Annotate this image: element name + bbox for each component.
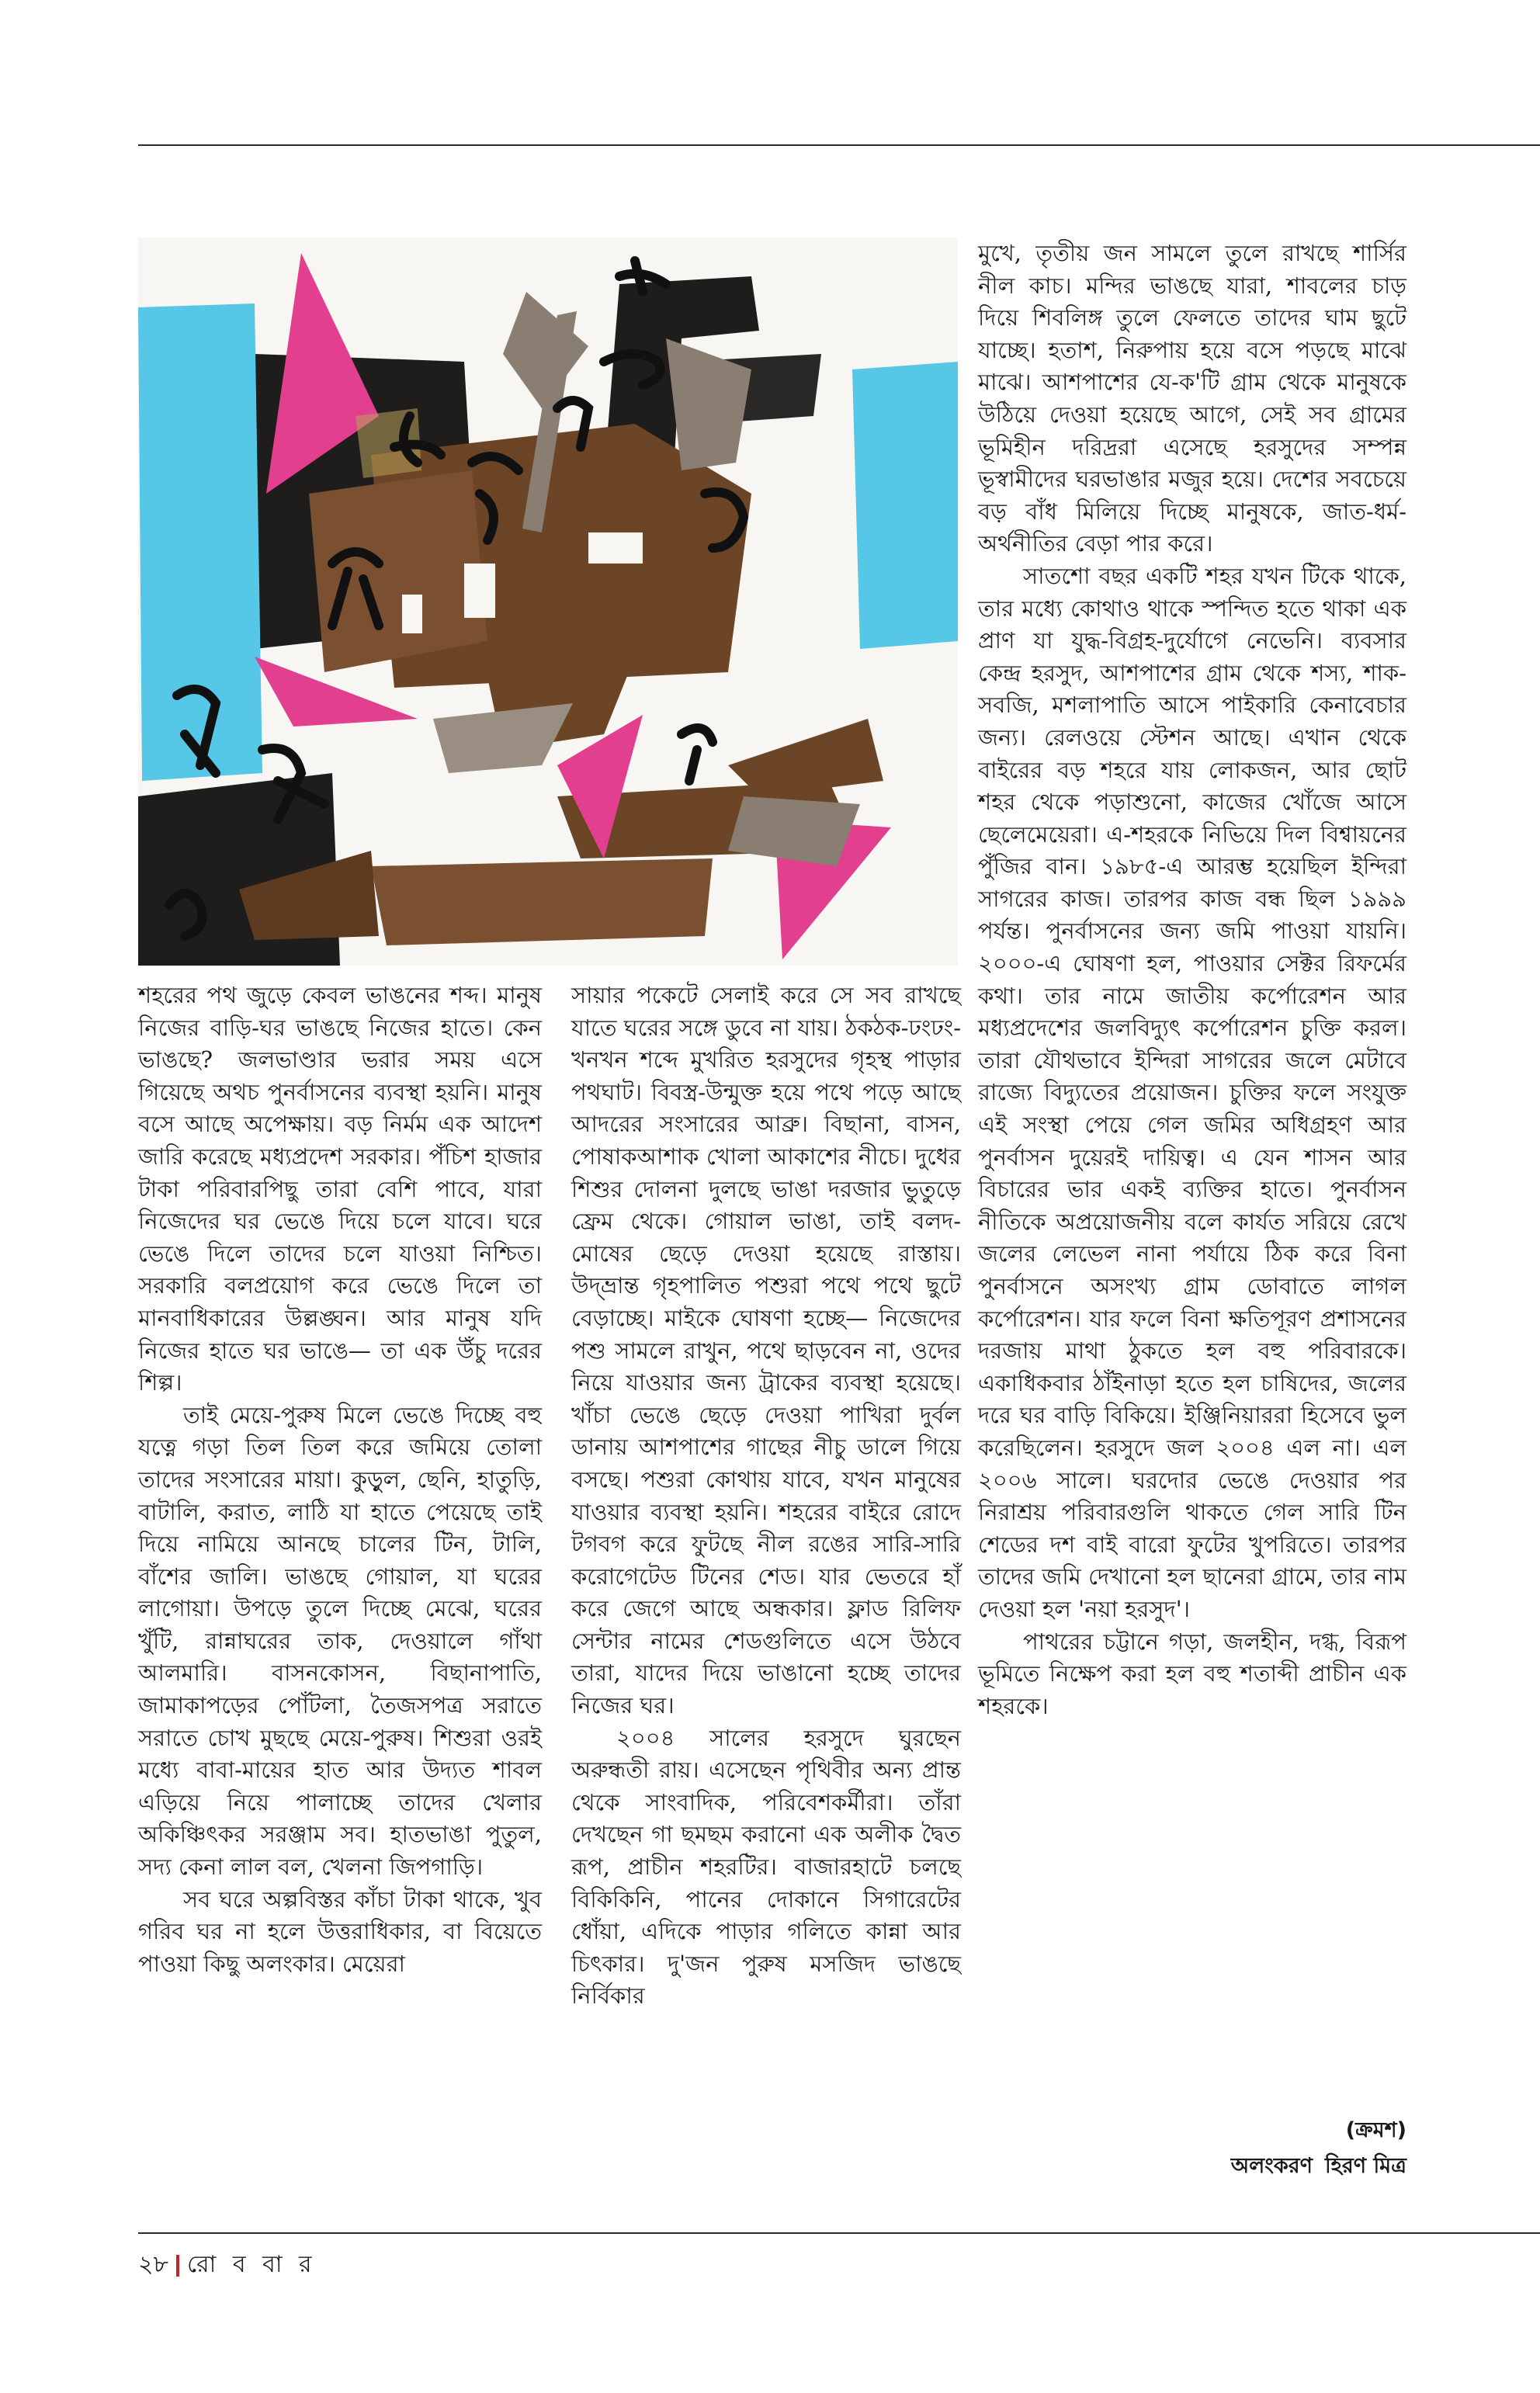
header-rule xyxy=(138,144,1540,146)
paragraph: শহরের পথ জুড়ে কেবল ভাঙনের শব্দ। মানুষ নিজের বাড়ি-ঘর ভাঙছে নিজের হাতে। কেন ভাঙছে? জলভাণ্ডার ভরার সময় এসে গিয়েছে অথচ পুনর্বাসনের ব্যবস্থা হয়নি। মানুষ বসে আছে অপেক্ষায়। বড় নির্মম এক আদেশ জারি করেছে মধ্যপ্রদেশ সরকার। পঁচিশ হাজার টাকা পরিবারপিছু তারা বেশি পাবে, যারা নিজেদের ঘর ভেঙে দিয়ে চলে যাবে। ঘরে ভেঙে দিলে তাদের চলে যাওয়া নিশ্চিত। সরকারি বলপ্রয়োগ করে ভেঙে দিলে তা মানবাধিকারের উল্লঙ্ঘন। আর মানুষ যদি নিজের হাতে ঘর ভাঙে— তা এক উঁচু দরের শিল্প। xyxy=(138,982,542,1396)
serial-continued-note: (ক্রমশ) xyxy=(1345,2118,1406,2142)
paragraph: সব ঘরে অল্পবিস্তর কাঁচা টাকা থাকে, খুব গরিব ঘর না হলে উত্তরাধিকার, বা বিয়েতে পাওয়া কিছু অলংকার। মেয়েরা xyxy=(138,1885,542,1977)
paragraph: তাই মেয়ে-পুরুষ মিলে ভেঙে দিচ্ছে বহু যত্নে গড়া তিল তিল করে জমিয়ে তোলা তাদের সংসারের মায়া। কুড়ুল, ছেনি, হাতুড়ি, বাটালি, করাত, লাঠি যা হাতে পেয়েছে তাই দিয়ে নামিয়ে আনছে চালের টিন, টালি, বাঁশের জালি। ভাঙছে গোয়াল, যা ঘরের লাগোয়া। উপড়ে তুলে দিচ্ছে মেঝে, ঘরের খুঁটি, রান্নাঘরের তাক, দেওয়ালে গাঁথা আলমারি। বাসনকোসন, বিছানাপাতি, জামাকাপড়ের পোঁটলা, তৈজসপত্র সরাতে সরাতে চোখ মুছছে মেয়ে-পুরুষ। শিশুরা ওরই মধ্যে বাবা-মায়ের হাত আর উদ্যত শাবল এড়িয়ে নিয়ে পালাচ্ছে তাদের খেলার অকিঞ্চিৎকর সরঞ্জাম সব। হাতভাঙা পুতুল, সদ্য কেনা লাল বল, খেলনা জিপগাড়ি। xyxy=(138,1401,542,1881)
page-folio xyxy=(138,2246,317,2285)
text-column-2 xyxy=(571,980,961,2013)
white-window-3 xyxy=(402,595,422,633)
white-window-1 xyxy=(464,564,495,618)
paragraph: সাতশো বছর একটি শহর যখন টিকে থাকে, তার মধ্যে কোথাও থাকে স্পন্দিত হতে থাকা এক প্রাণ যা যুদ্ধ-বিগ্রহ-দুর্যোগে নেভেনি। ব্যবসার কেন্দ্র হরসুদ, আশপাশের গ্রাম থেকে শস্য, শাক-সবজি, মশলাপাতি আসে পাইকারি কেনাবেচার জন্য। রেলওয়ে স্টেশন আছে। এখান থেকে বাইরের বড় শহরে যায় লোকজন, আর ছোট শহর থেকে পড়াশুনো, কাজের খোঁজে আসে ছেলেমেয়েরা। এ-শহরকে নিভিয়ে দিল বিশ্বায়নের পুঁজির বান। ১৯৮৫-এ আরম্ভ হয়েছিল ইন্দিরা সাগরের কাজ। তারপর কাজ বন্ধ ছিল ১৯৯৯ পর্যন্ত। পুনর্বাসনের জন্য জমি পাওয়া যায়নি। ২০০০-এ ঘোষণা হল, পাওয়ার সেক্টর রিফর্মের কথা। তার নামে জাতীয় কর্পোরেশন আর মধ্যপ্রদেশের জলবিদ্যুৎ কর্পোরেশন চুক্তি করল। তারা যৌথভাবে ইন্দিরা সাগরের জলে মেটাবে রাজ্যে বিদ্যুতের প্রয়োজন। চুক্তির ফলে সংযুক্ত এই সংস্থা পেয়ে গেল জমির অধিগ্রহণ আর পুনর্বাসন দুয়েরই দায়িত্ব। এ যেন শাসন আর বিচারের ভার একই ব্যক্তির হাতে। পুনর্বাসন নীতিকে অপ্রয়োজনীয় বলে কার্যত সরিয়ে রেখে জলের লেভেল নানা পর্যায়ে ঠিক করে বিনা পুনর্বাসনে অসংখ্য গ্রাম ডোবাতে লাগল কর্পোরেশন। যার ফলে বিনা ক্ষতিপূরণ প্রশাসনের দরজায় মাথা ঠুকতে হল বহু পরিবারকে। একাধিকবার ঠাঁইনাড়া হতে হল চাষিদের, জলের দরে ঘর বাড়ি বিকিয়ে। ইঞ্জিনিয়াররা হিসেবে ভুল করেছিলেন। হরসুদে জল ২০০৪ এল না। এল ২০০৬ সালে। ঘরদোর ভেঙে দেওয়ার পর নিরাশ্রয় পরিবারগুলি থাকতে গেল সারি টিন শেডের দশ বাই বারো ফুটের খুপরিতে। তারপর তাদের জমি দেখানো হল ছানেরা গ্রামে, তার নাম দেওয়া হল 'নয়া হরসুদ'। xyxy=(978,562,1406,1622)
abstract-collage-illustration-icon xyxy=(138,238,958,966)
collage-illustration xyxy=(138,238,958,966)
white-window-2 xyxy=(588,532,643,564)
magazine-name: রো ব বা র xyxy=(186,2251,317,2278)
brown-block-left xyxy=(309,470,487,672)
folio-divider xyxy=(176,2255,179,2277)
text-column-3 xyxy=(978,238,1406,1722)
cyan-paper-left xyxy=(138,303,262,781)
brown-block-bottom xyxy=(371,858,713,945)
paragraph: মুখে, তৃতীয় জন সামলে তুলে রাখছে শার্সির নীল কাচ। মন্দির ভাঙছে যারা, শাবলের চাড় দিয়ে শিবলিঙ্গ তুলে ফেলতে তাদের ঘাম ছুটে যাচ্ছে। হতাশ, নিরুপায় হয়ে বসে পড়ছে মাঝে মাঝে। আশপাশের যে-ক'টি গ্রাম থেকে মানুষকে উঠিয়ে দেওয়া হয়েছে আগে, সেই সব গ্রামের ভূমিহীন দরিদ্ররা এসেছে হরসুদের সম্পন্ন ভূস্বামীদের ঘরভাঙার মজুর হয়ে। দেশের সবচেয়ে বড় বাঁধ মিলিয়ে দিচ্ছে মানুষকে, জাত-ধর্ম-অর্থনীতির বেড়া পার করে। xyxy=(978,240,1406,557)
paragraph: পাথরের চট্টানে গড়া, জলহীন, দগ্ধ, বিরূপ ভূমিতে নিক্ষেপ করা হল বহু শতাব্দী প্রাচীন এক শহরকে। xyxy=(978,1628,1406,1719)
illustrator-name: হিরণ মিত্র xyxy=(1324,2154,1406,2178)
illustration-label: অলংকরণ xyxy=(1230,2154,1313,2178)
footer-rule xyxy=(138,2232,1540,2234)
paragraph: ২০০৪ সালের হরসুদে ঘুরছেন অরুন্ধতী রায়। এসেছেন পৃথিবীর অন্য প্রান্ত থেকে সাংবাদিক, পরিবেশকর্মীরা। তাঁরা দেখছেন গা ছমছম করানো এক অলীক দ্বৈত রূপ, প্রাচীন শহরটির। বাজারহাটে চলছে বিকিকিনি, পানের দোকানে সিগারেটের ধোঁয়া, এদিকে পাড়ার গলিতে কান্না আর চিৎকার। দু'জন পুরুষ মসজিদ ভাঙছে নির্বিকার xyxy=(571,1724,961,2010)
paragraph: সায়ার পকেটে সেলাই করে সে সব রাখছে যাতে ঘরের সঙ্গে ডুবে না যায়। ঠকঠক-ঢংঢং-খনখন শব্দে মুখরিত হরসুদের গৃহস্থ পাড়ার পথঘাট। বিবস্ত্র-উন্মুক্ত হয়ে পথে পড়ে আছে আদরের সংসারের আব্রু। বিছানা, বাসন, পোষাকআশাক খোলা আকাশের নীচে। দুধের শিশুর দোলনা দুলছে ভাঙা দরজার ভুতুড়ে ফ্রেম থেকে। গোয়াল ভাঙা, তাই বলদ-মোষের ছেড়ে দেওয়া হয়েছে রাস্তায়। উদ্‌ভ্রান্ত গৃহপালিত পশুরা পথে পথে ছুটে বেড়াচ্ছে। মাইকে ঘোষণা হচ্ছে— নিজেদের পশু সামলে রাখুন, পথে ছাড়বেন না, ওদের নিয়ে যাওয়ার জন্য ট্রাকের ব্যবস্থা হয়েছে। খাঁচা ভেঙে ছেড়ে দেওয়া পাখিরা দুর্বল ডানায় আশপাশের গাছের নীচু ডালে গিয়ে বসছে। পশুরা কোথায় যাবে, যখন মানুষের যাওয়ার ব্যবস্থা হয়নি। শহরের বাইরে রোদে টগবগ করে ফুটছে নীল রঙের সারি-সারি করোগেটেড টিনের শেড। যার ভেতরে হাঁ করে জেগে আছে অন্ধকার। ফ্লাড রিলিফ সেন্টার নামের শেডগুলিতে এসে উঠবে তারা, যাদের দিয়ে ভাঙানো হচ্ছে তাদের নিজের ঘর। xyxy=(571,982,961,1719)
text-column-1 xyxy=(138,980,542,1980)
cyan-paper-right xyxy=(852,362,958,649)
page-number: ২৮ xyxy=(138,2251,168,2278)
illustration-credit xyxy=(1231,2150,1406,2185)
